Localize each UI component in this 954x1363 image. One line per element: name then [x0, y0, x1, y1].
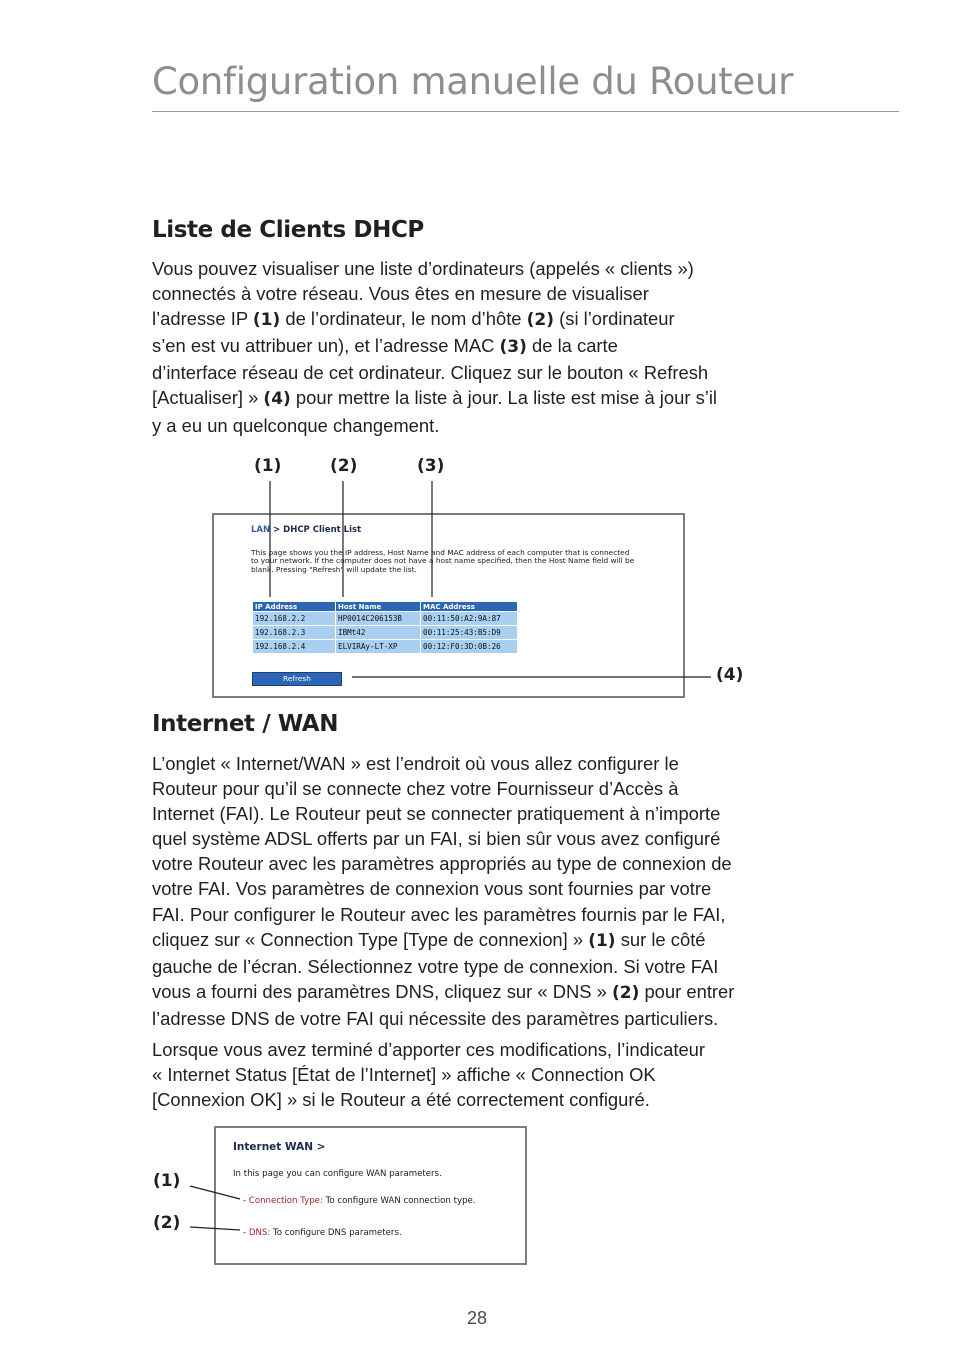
- paragraph-text: s’en est vu attribuer un), et l’adresse MAC: [152, 335, 500, 357]
- page-title: Configuration manuelle du Routeur: [152, 60, 794, 103]
- dhcp-description-line: This page shows you the IP address, Host Name and MAC address of each computer that is connected: [251, 548, 630, 557]
- dhcp-heading: Liste de Clients DHCP: [152, 217, 424, 243]
- cell-host: ELVIRAy-LT-XP: [336, 640, 420, 653]
- dhcp-description-line: to your network. If the computer does not have a host name specified, then the Host Name field will be: [251, 556, 635, 566]
- callout-reference: (1): [252, 310, 281, 331]
- paragraph-text: cliquez sur « Connection Type [Type de connexion] »: [152, 928, 589, 950]
- wan-heading: Internet / WAN: [152, 711, 339, 737]
- callout-reference: (1): [588, 930, 616, 951]
- paragraph-text: FAI. Pour configurer le Routeur avec les paramètres fournis par le FAI,: [152, 903, 726, 925]
- paragraph-text: sur le côté: [615, 928, 706, 950]
- wan-item-connection-type: - Connection Type: To configure WAN connection type.: [243, 1196, 476, 1206]
- callout-2: (2): [330, 456, 358, 476]
- paragraph-text: gauche de l’écran. Sélectionnez votre type de connexion. Si votre FAI: [152, 955, 719, 977]
- callout-reference: (2): [526, 310, 555, 331]
- cell-mac: 00:12:F0:3D:0B:26: [421, 640, 517, 653]
- breadcrumb-current: > DHCP Client List: [270, 525, 362, 535]
- paragraph-text: pour mettre la liste à jour. La liste est mise à jour s’il: [290, 387, 718, 409]
- paragraph-text: L’onglet « Internet/WAN » est l’endroit où vous allez configurer le: [152, 753, 679, 774]
- connection-type-desc: To configure WAN connection type.: [322, 1196, 476, 1206]
- paragraph-text: l’adresse IP: [152, 308, 253, 330]
- paragraph-text: [Connexion OK] » si le Routeur a été correctement configuré.: [152, 1089, 650, 1111]
- paragraph-text: [Actualiser] »: [152, 387, 264, 409]
- page-number: 28: [466, 1308, 488, 1328]
- cell-host: HP0014C206153B: [336, 612, 420, 625]
- paragraph-text: l’adresse DNS de votre FAI qui nécessite des paramètres particuliers.: [152, 1007, 719, 1029]
- wan-screenshot-intro: In this page you can configure WAN parameters.: [233, 1169, 442, 1179]
- paragraph-text: Internet (FAI). Le Routeur peut se connecter pratiquement à n’importe: [152, 803, 721, 825]
- callout-reference: (4): [263, 389, 291, 410]
- paragraph-text: de la carte: [526, 335, 618, 357]
- callout-3: (3): [417, 456, 445, 476]
- column-mac-address: MAC Address: [421, 602, 517, 611]
- callout-reference: (3): [499, 337, 527, 358]
- wan-item-dns: - DNS: To configure DNS parameters.: [243, 1228, 402, 1238]
- paragraph-text: (si l’ordinateur: [554, 308, 675, 330]
- column-host-name: Host Name: [336, 602, 420, 611]
- cell-ip: 192.168.2.2: [253, 612, 335, 625]
- dns-desc: To configure DNS parameters.: [270, 1228, 402, 1238]
- cell-ip: 192.168.2.4: [253, 640, 335, 653]
- wan-screenshot-heading: Internet WAN >: [233, 1141, 326, 1153]
- paragraph-text: votre FAI. Vos paramètres de connexion vous sont fournies par votre: [152, 878, 712, 900]
- wan-callout-1: (1): [153, 1171, 181, 1191]
- wan-callout-2: (2): [153, 1213, 181, 1233]
- paragraph-text: y a eu un quelconque changement.: [152, 414, 440, 436]
- paragraph-text: votre Routeur avec les paramètres appropriés au type de connexion de: [152, 853, 732, 875]
- paragraph-text: de l’ordinateur, le nom d’hôte: [280, 308, 527, 330]
- cell-ip: 192.168.2.3: [253, 626, 335, 639]
- paragraph-text: d’interface réseau de cet ordinateur. Cliquez sur le bouton « Refresh: [152, 362, 709, 384]
- callout-4: (4): [716, 665, 744, 685]
- paragraph-text: pour entrer: [639, 980, 735, 1002]
- refresh-button[interactable]: Refresh: [252, 672, 342, 686]
- connection-type-link[interactable]: Connection Type:: [248, 1196, 323, 1206]
- paragraph-text: vous a fourni des paramètres DNS, cliquez sur « DNS »: [152, 980, 612, 1002]
- wan-leader-line-2: [190, 1227, 240, 1230]
- callout-1: (1): [254, 456, 282, 476]
- cell-mac: 00:11:25:43:B5:D9: [421, 626, 517, 639]
- paragraph-text: Routeur pour qu’il se connecte chez votre Fournisseur d’Accès à: [152, 778, 679, 800]
- dhcp-description-line: blank. Pressing "Refresh" will update the list.: [251, 564, 417, 574]
- paragraph-text: connectés à votre réseau. Vous êtes en mesure de visualiser: [152, 283, 649, 305]
- callout-reference: (2): [611, 982, 640, 1003]
- paragraph-text: « Internet Status [État de l’Internet] » affiche « Connection OK: [152, 1064, 656, 1086]
- paragraph-text: quel système ADSL offerts par un FAI, si bien sûr vous avez configuré: [152, 828, 721, 850]
- cell-host: IBMt42: [336, 626, 420, 639]
- paragraph-text: Vous pouvez visualiser une liste d’ordinateurs (appelés « clients »): [152, 258, 694, 279]
- column-ip-address: IP Address: [253, 602, 335, 611]
- breadcrumb-lan[interactable]: LAN: [251, 525, 271, 535]
- dns-link[interactable]: DNS:: [248, 1228, 271, 1238]
- paragraph-text: Lorsque vous avez terminé d’apporter ces modifications, l’indicateur: [152, 1039, 706, 1060]
- cell-mac: 00:11:50:A2:9A:87: [421, 612, 517, 625]
- wan-leader-line-1: [190, 1186, 240, 1199]
